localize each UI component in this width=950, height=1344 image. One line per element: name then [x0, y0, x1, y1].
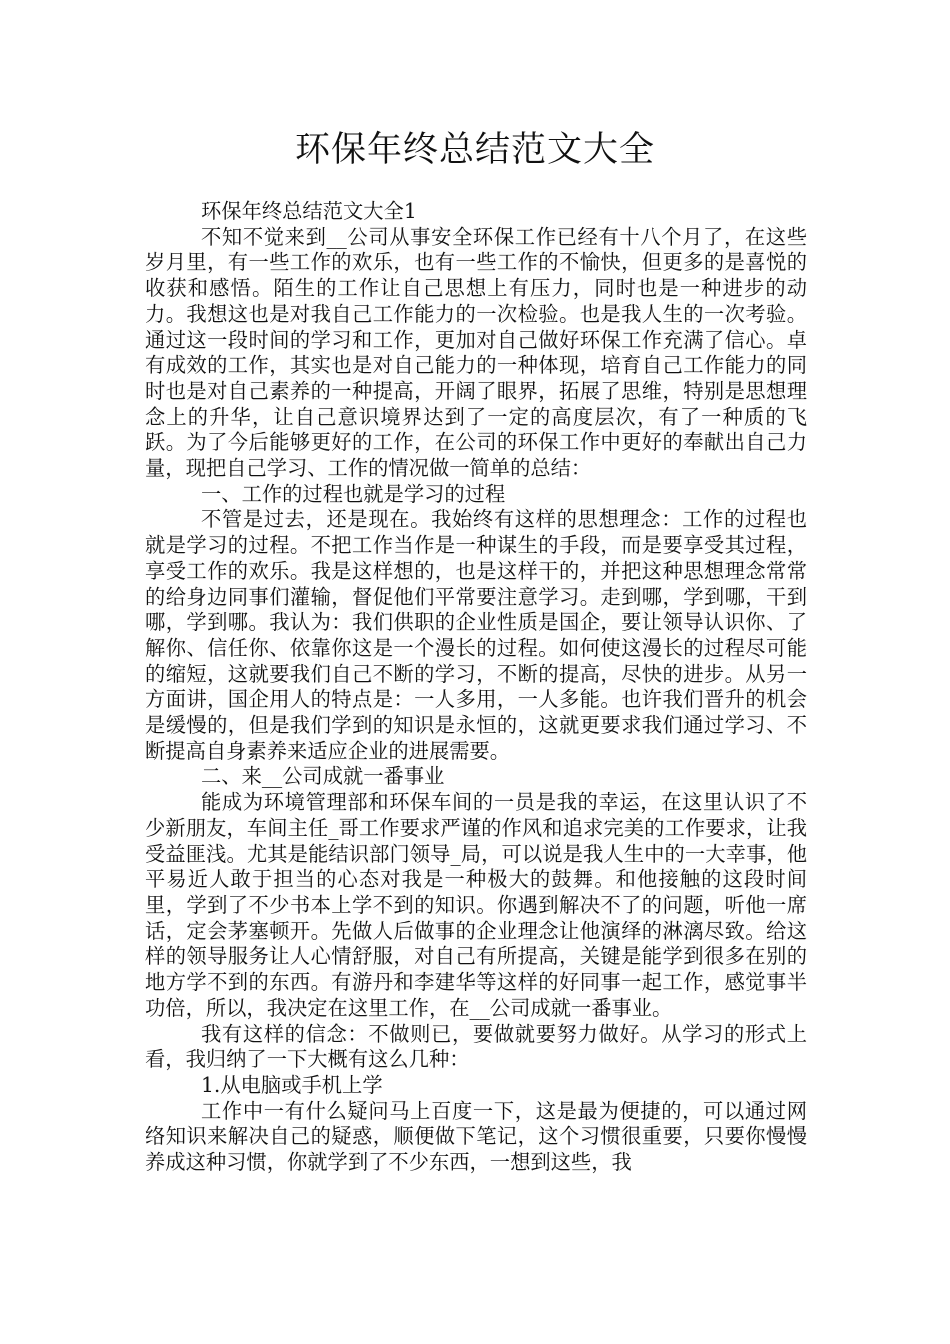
- section-2-paragraph: 能成为环境管理部和环保车间的一员是我的幸运，在这里认识了不少新朋友，车间主任_哥工作要求严谨的作风和追求完美的工作要求，让我受益匪浅。尤其是能结识部门领导_局，可以说是我人生中的一大幸事，他平易近人敢于担当的心态对我是一种极大的鼓舞。和他接触的这段时间里，学到了不少书本上学不到的知识。你遇到解决不了的问题，听他一席话，定会茅塞顿开。先做人后做事的企业理念让他演绎的淋漓尽致。给这样的领导服务让人心情舒服，对自己有所提高，关键是能学到很多在别的地方学不到的东西。有游丹和李建华等这样的好同事一起工作，感觉事半功倍，所以，我决定在这里工作，在__公司成就一番事业。: [145, 790, 807, 1020]
- document-body: [145, 199, 807, 1176]
- section-heading-2: 二、来__公司成就一番事业: [201, 764, 445, 789]
- list-item-1-paragraph: 工作中一有什么疑问马上百度一下，这是最为便捷的，可以通过网络知识来解决自己的疑惑，顺便做下笔记，这个习惯很重要，只要你慢慢养成这种习惯，你就学到了不少东西，一想到这些，我: [145, 1098, 807, 1175]
- subtitle-paragraph: 环保年终总结范文大全1: [201, 199, 417, 223]
- list-item-heading-1: 1.从电脑或手机上学: [201, 1072, 383, 1097]
- belief-paragraph: 我有这样的信念：不做则已，要做就要努力做好。从学习的形式上看，我归纳了一下大概有这么几种：: [145, 1021, 807, 1072]
- section-heading-1: 一、工作的过程也就是学习的过程: [201, 481, 506, 506]
- intro-paragraph: 不知不觉来到__公司从事安全环保工作已经有十八个月了，在这些岁月里，有一些工作的欢乐，也有一些工作的不愉快，但更多的是喜悦的收获和感悟。陌生的工作让自己思想上有压力，同时也是一种进步的动力。我想这也是对我自己工作能力的一次检验。也是我人生的一次考验。通过这一段时间的学习和工作，更加对自己做好环保工作充满了信心。卓有成效的工作，其实也是对自己能力的一种体现，培育自己工作能力的同时也是对自己素养的一种提高，开阔了眼界，拓展了思维，特别是思想理念上的升华，让自己意识境界达到了一定的高度层次，有了一种质的飞跃。为了今后能够更好的工作，在公司的环保工作中更好的奉献出自己力量，现把自己学习、工作的情况做一简单的总结：: [145, 224, 807, 481]
- document-title: 环保年终总结范文大全: [294, 130, 655, 170]
- section-1-paragraph: 不管是过去，还是现在。我始终有这样的思想理念：工作的过程也就是学习的过程。不把工作当作是一种谋生的手段，而是要享受其过程，享受工作的欢乐。我是这样想的，也是这样干的，并把这种思想理念常常的给身边同事们灌输，督促他们平常要注意学习。走到哪，学到哪，干到哪，学到哪。我认为：我们供职的企业性质是国企，要让领导认识你、了解你、信任你、依靠你这是一个漫长的过程。如何使这漫长的过程尽可能的缩短，这就要我们自己不断的学习，不断的提高，尽快的进步。从另一方面讲，国企用人的特点是：一人多用，一人多能。也许我们晋升的机会是缓慢的，但是我们学到的知识是永恒的，这就更要求我们通过学习、不断提高自身素养来适应企业的进展需要。: [145, 507, 807, 763]
